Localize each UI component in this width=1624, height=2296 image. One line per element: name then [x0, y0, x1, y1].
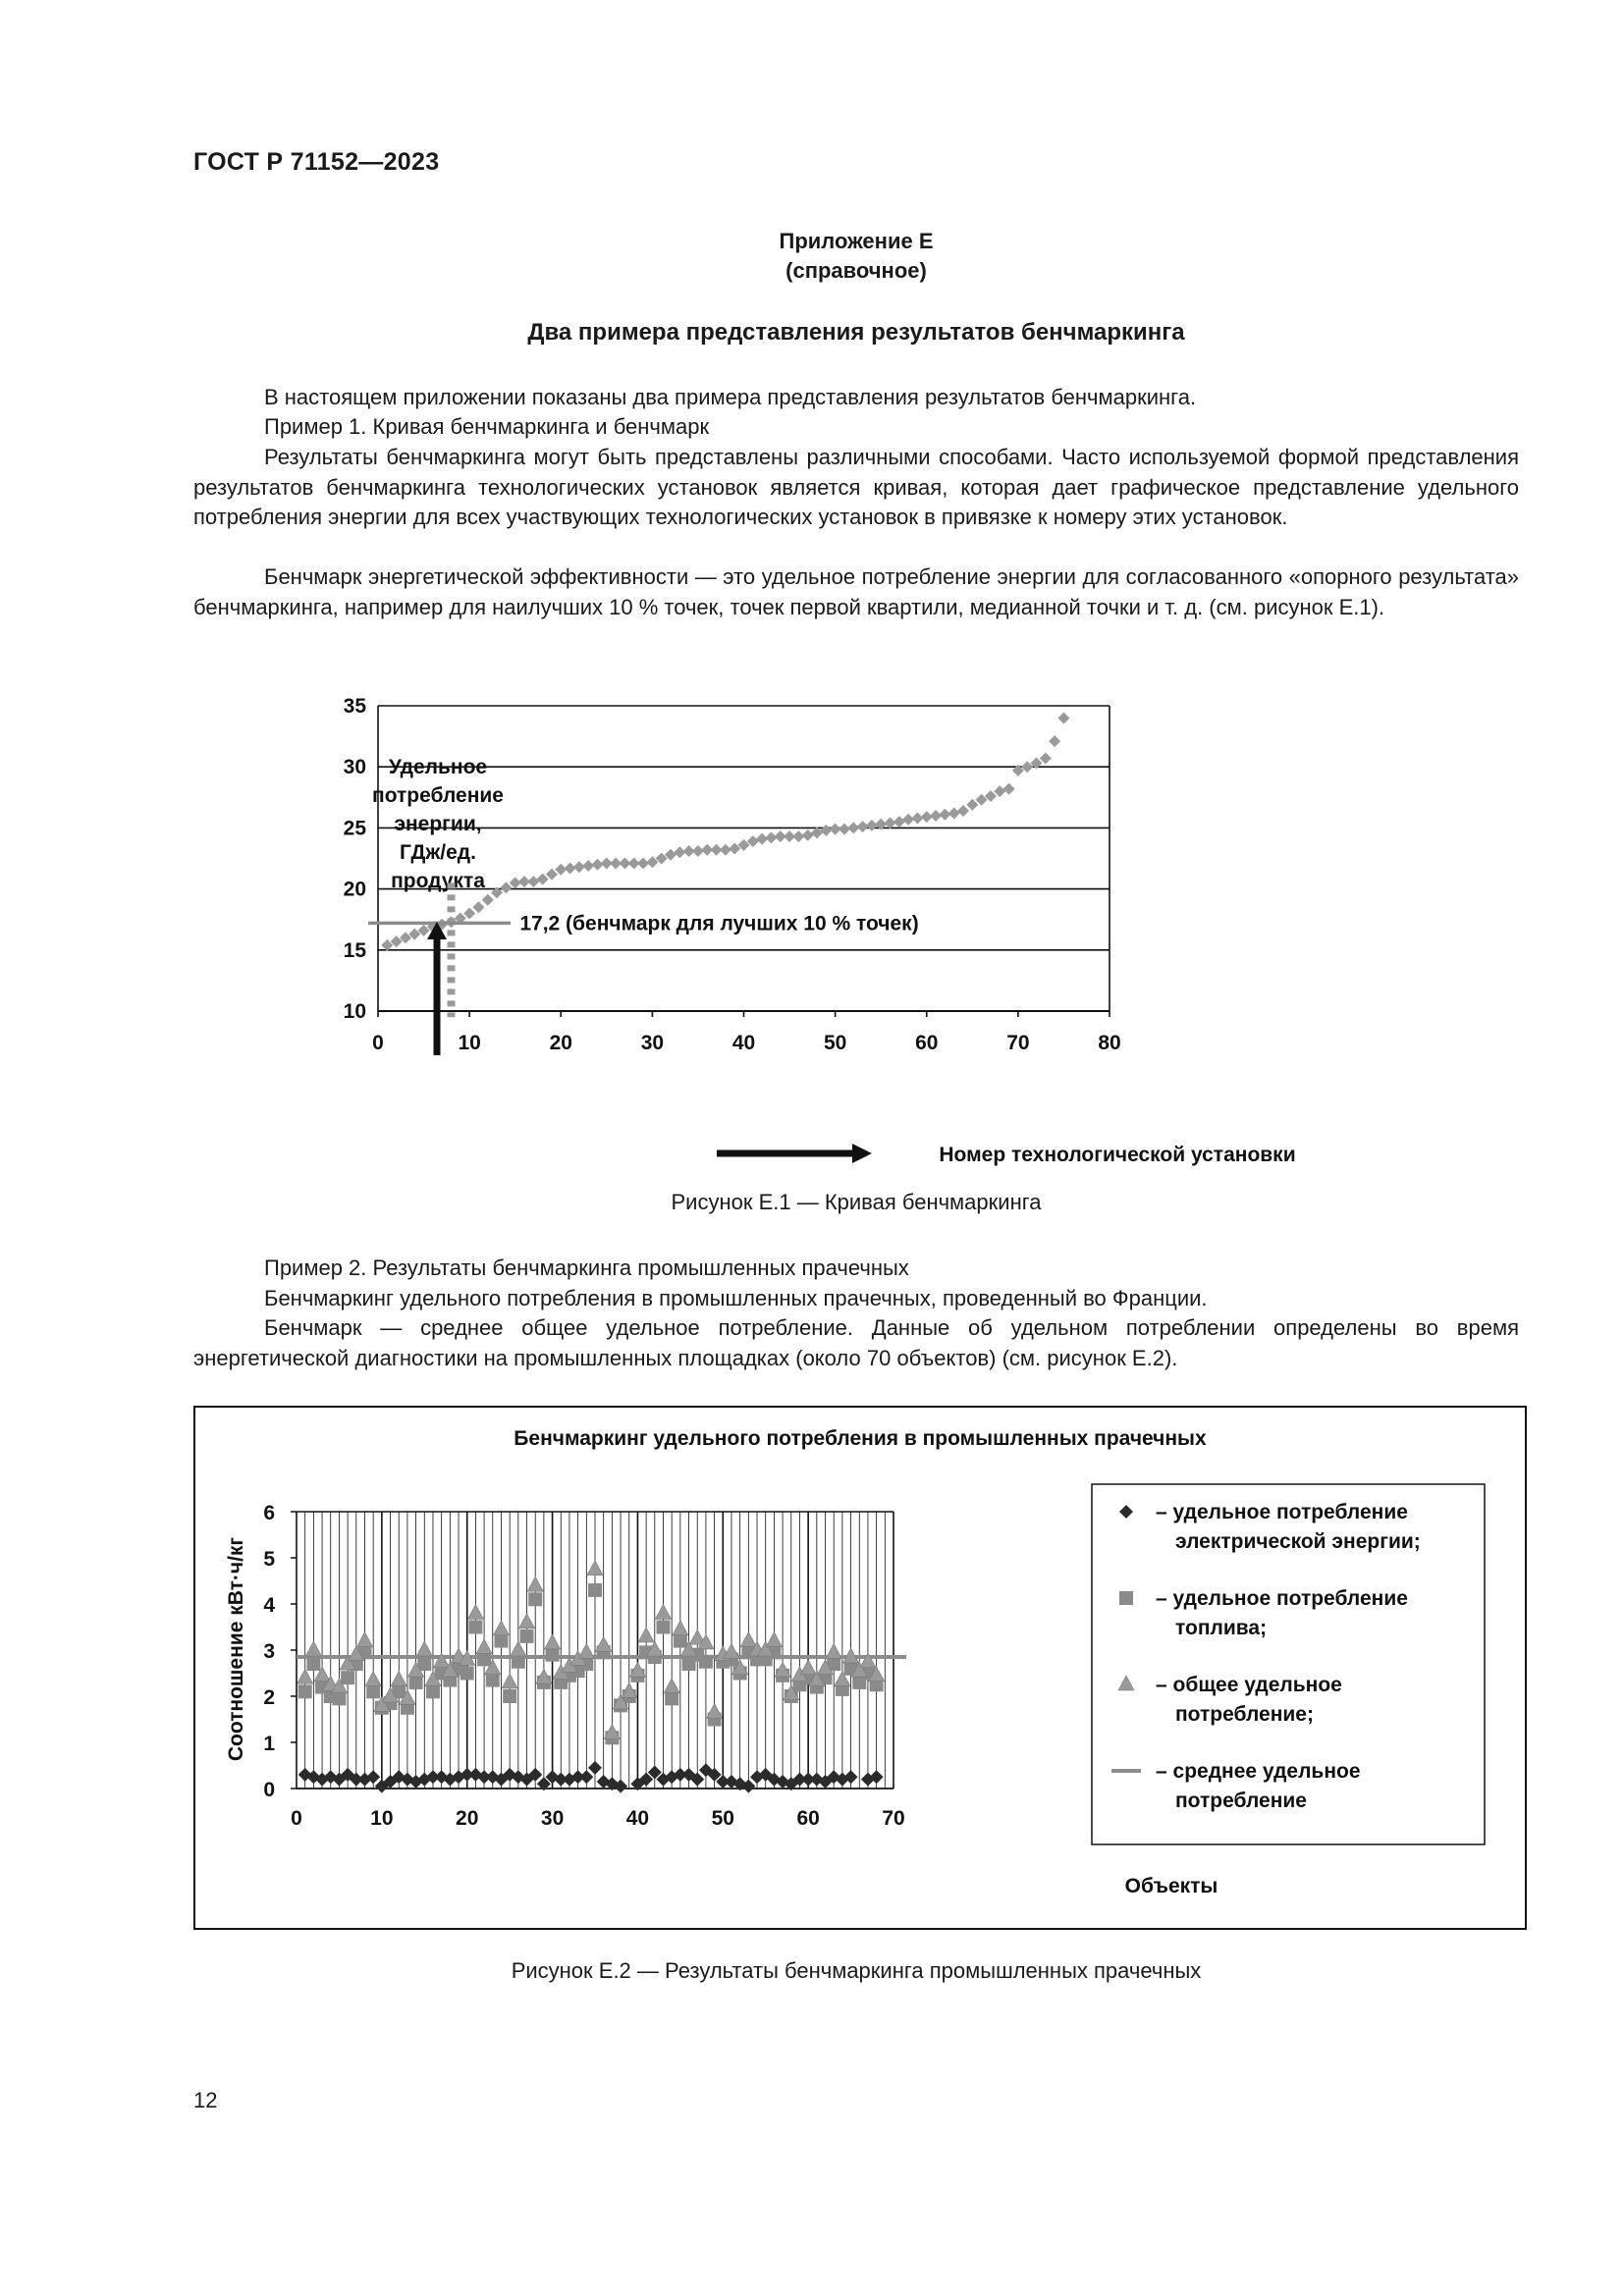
y-tick-label: 15: [343, 938, 366, 962]
paragraph-france: Бенчмаркинг удельного потребления в промышленных прачечных, проведенный во Франции.: [264, 1286, 1208, 1310]
benchmark-curve-chart: [334, 677, 1365, 1178]
x-tick-label: 50: [823, 1032, 847, 1054]
data-point: [720, 844, 731, 856]
y-tick-label: 6: [263, 1502, 275, 1524]
data-point: [839, 824, 850, 835]
y-tick-label: 1: [263, 1733, 275, 1755]
data-point: [637, 857, 649, 869]
paragraph-benchmark: Бенчмарк энергетической эффективности — это удельное потребление энергии для согласованного «опорного результата» бенчмаркинга, например для наилучших 10 % точек, точек первой квартили, медианной точки и т. д. (см. рисунок Е.1).: [193, 564, 1519, 619]
x-tick-label: 60: [915, 1032, 939, 1054]
paragraph-mean-benchmark: Бенчмарк — среднее общее удельное потребление. Данные об удельном потреблении определены во время энергетической диагностики на промышленных площадках (около 70 объектов) (см. рисунок Е.2).: [193, 1315, 1519, 1370]
x-tick-label: 30: [640, 1032, 665, 1054]
legend-label: потребление;: [1175, 1703, 1314, 1726]
data-point: [565, 862, 576, 874]
benchmark-label: 17,2 (бенчмарк для лучших 10 % точек): [519, 912, 919, 935]
data-point-square: [366, 1684, 380, 1698]
data-point-square: [341, 1671, 354, 1684]
data-point: [472, 901, 484, 913]
legend-marker-square: [1119, 1591, 1133, 1605]
data-point: [1057, 712, 1069, 723]
figure1-caption: Рисунок Е.1 — Кривая бенчмаркинга: [671, 1190, 1042, 1214]
y-axis-label-line: потребление: [372, 784, 504, 807]
document-code: ГОСТ Р 71152—2023: [193, 148, 440, 176]
y-tick-label: 35: [343, 695, 366, 718]
data-point: [930, 810, 942, 822]
data-point: [692, 845, 704, 857]
data-point: [1049, 735, 1060, 747]
legend-label: потребление: [1175, 1789, 1307, 1812]
data-point-square: [528, 1592, 542, 1606]
legend-label: – удельное потребление: [1156, 1501, 1408, 1523]
data-point-square: [665, 1691, 678, 1705]
page-number: 12: [193, 2088, 218, 2112]
data-point: [674, 846, 685, 858]
y-axis-label-line: Удельное: [388, 756, 488, 778]
x-tick-label: 20: [549, 1032, 572, 1054]
legend-label: – среднее удельное: [1156, 1760, 1361, 1783]
data-point: [573, 861, 585, 873]
data-point: [802, 829, 814, 841]
data-point: [820, 825, 832, 836]
chart2-x-axis-label: Объекты: [1124, 1875, 1218, 1897]
y-tick-label: 4: [263, 1594, 275, 1617]
legend-label: топлива;: [1175, 1617, 1268, 1639]
appendix-title: Приложение Е: [779, 229, 934, 253]
data-point: [866, 820, 878, 831]
x-tick-label: 10: [370, 1807, 394, 1830]
y-tick-label: 0: [263, 1779, 275, 1801]
data-point: [857, 821, 869, 832]
y-tick-label: 10: [343, 1000, 366, 1023]
data-point: [527, 876, 539, 887]
chart1-y-ticks: [344, 695, 367, 1023]
appendix-subtitle: (справочное): [785, 258, 927, 283]
data-point-square: [486, 1674, 500, 1687]
chart1-x-ticks: [372, 1011, 1121, 1054]
data-point: [939, 809, 950, 821]
y-tick-label: 20: [343, 878, 366, 901]
data-point-square: [546, 1648, 560, 1662]
x-tick-label: 0: [372, 1032, 384, 1054]
x-tick-label: 30: [540, 1807, 565, 1830]
data-point-square: [477, 1652, 491, 1666]
data-point: [765, 831, 777, 843]
y-tick-label: 30: [343, 756, 366, 779]
legend-label: – общее удельное: [1156, 1674, 1342, 1696]
x-tick-label: 40: [731, 1032, 756, 1054]
x-tick-label: 10: [458, 1032, 481, 1054]
data-point: [911, 812, 923, 824]
x-tick-label: 50: [711, 1807, 734, 1830]
data-point: [482, 894, 494, 906]
y-tick-label: 2: [263, 1686, 275, 1709]
data-point-square: [674, 1634, 687, 1648]
y-axis-label-line: ГДж/ед.: [400, 841, 476, 864]
paragraph-results: Результаты бенчмаркинга могут быть представлены различными способами. Часто используемой формой представления результатов бенчмаркинга технологических установок является кривая, которая дает графическое представление удельного потребления энергии для всех участвующих технологических установок в привязке к номеру этих установок.: [193, 445, 1519, 529]
x-tick-label: 20: [456, 1807, 479, 1830]
data-point: [592, 859, 604, 871]
data-point-square: [468, 1621, 482, 1634]
chart1-y-axis-label: [372, 756, 504, 892]
y-tick-label: 5: [263, 1548, 275, 1571]
data-point: [893, 816, 905, 828]
data-point-square: [332, 1691, 346, 1705]
x-tick-label: 60: [796, 1807, 820, 1830]
x-direction-arrow-head: [852, 1144, 872, 1163]
legend-label: – удельное потребление: [1156, 1587, 1408, 1610]
x-tick-label: 70: [1006, 1032, 1030, 1054]
data-point: [582, 860, 594, 872]
paragraph-intro: В настоящем приложении показаны два примера представления результатов бенчмаркинга.: [264, 385, 1197, 409]
data-point-square: [520, 1629, 534, 1643]
laundry-benchmark-chart: [193, 1406, 1529, 1932]
paragraph-example-1: Пример 1. Кривая бенчмаркинга и бенчмарк: [264, 414, 710, 439]
data-point-square: [512, 1655, 525, 1669]
figure2-caption: Рисунок Е.2 — Результаты бенчмаркинга промышленных прачечных: [511, 1958, 1202, 1983]
y-tick-label: 3: [263, 1640, 275, 1663]
data-point-square: [699, 1655, 713, 1669]
data-point: [921, 811, 933, 823]
paragraph-example-2: Пример 2. Результаты бенчмаркинга промышленных прачечных: [264, 1255, 909, 1280]
chart2-title: Бенчмаркинг удельного потребления в промышленных прачечных: [514, 1427, 1207, 1450]
chart1-gridlines: [378, 706, 1110, 1011]
y-axis-label-line: энергии,: [394, 813, 482, 835]
data-point-square: [656, 1621, 670, 1634]
data-point-square: [588, 1583, 602, 1597]
data-point: [756, 833, 768, 845]
data-point: [948, 807, 960, 819]
data-point: [1003, 783, 1015, 795]
x-tick-label: 0: [291, 1807, 302, 1830]
legend-label: электрической энергии;: [1175, 1530, 1421, 1553]
data-point: [957, 805, 969, 817]
y-axis-label-line: продукта: [391, 870, 485, 892]
y-tick-label: 25: [343, 817, 366, 840]
data-point-square: [298, 1684, 312, 1698]
section-heading: Два примера представления результатов бенчмаркинга: [527, 319, 1185, 346]
x-tick-label: 80: [1098, 1032, 1121, 1054]
x-tick-label: 70: [882, 1807, 905, 1830]
chart1-x-axis-label: Номер технологической установки: [939, 1144, 1296, 1166]
x-tick-label: 40: [625, 1807, 650, 1830]
data-point-square: [426, 1684, 440, 1698]
data-point-square: [460, 1667, 474, 1681]
data-point: [902, 814, 914, 826]
data-point-square: [409, 1676, 423, 1689]
data-point-square: [306, 1657, 320, 1671]
data-point-square: [503, 1689, 516, 1703]
data-point: [792, 830, 804, 842]
data-point-square: [494, 1634, 508, 1648]
chart2-y-axis-label: Соотношение кВт·ч/кг: [225, 1536, 247, 1762]
data-point: [847, 822, 859, 833]
